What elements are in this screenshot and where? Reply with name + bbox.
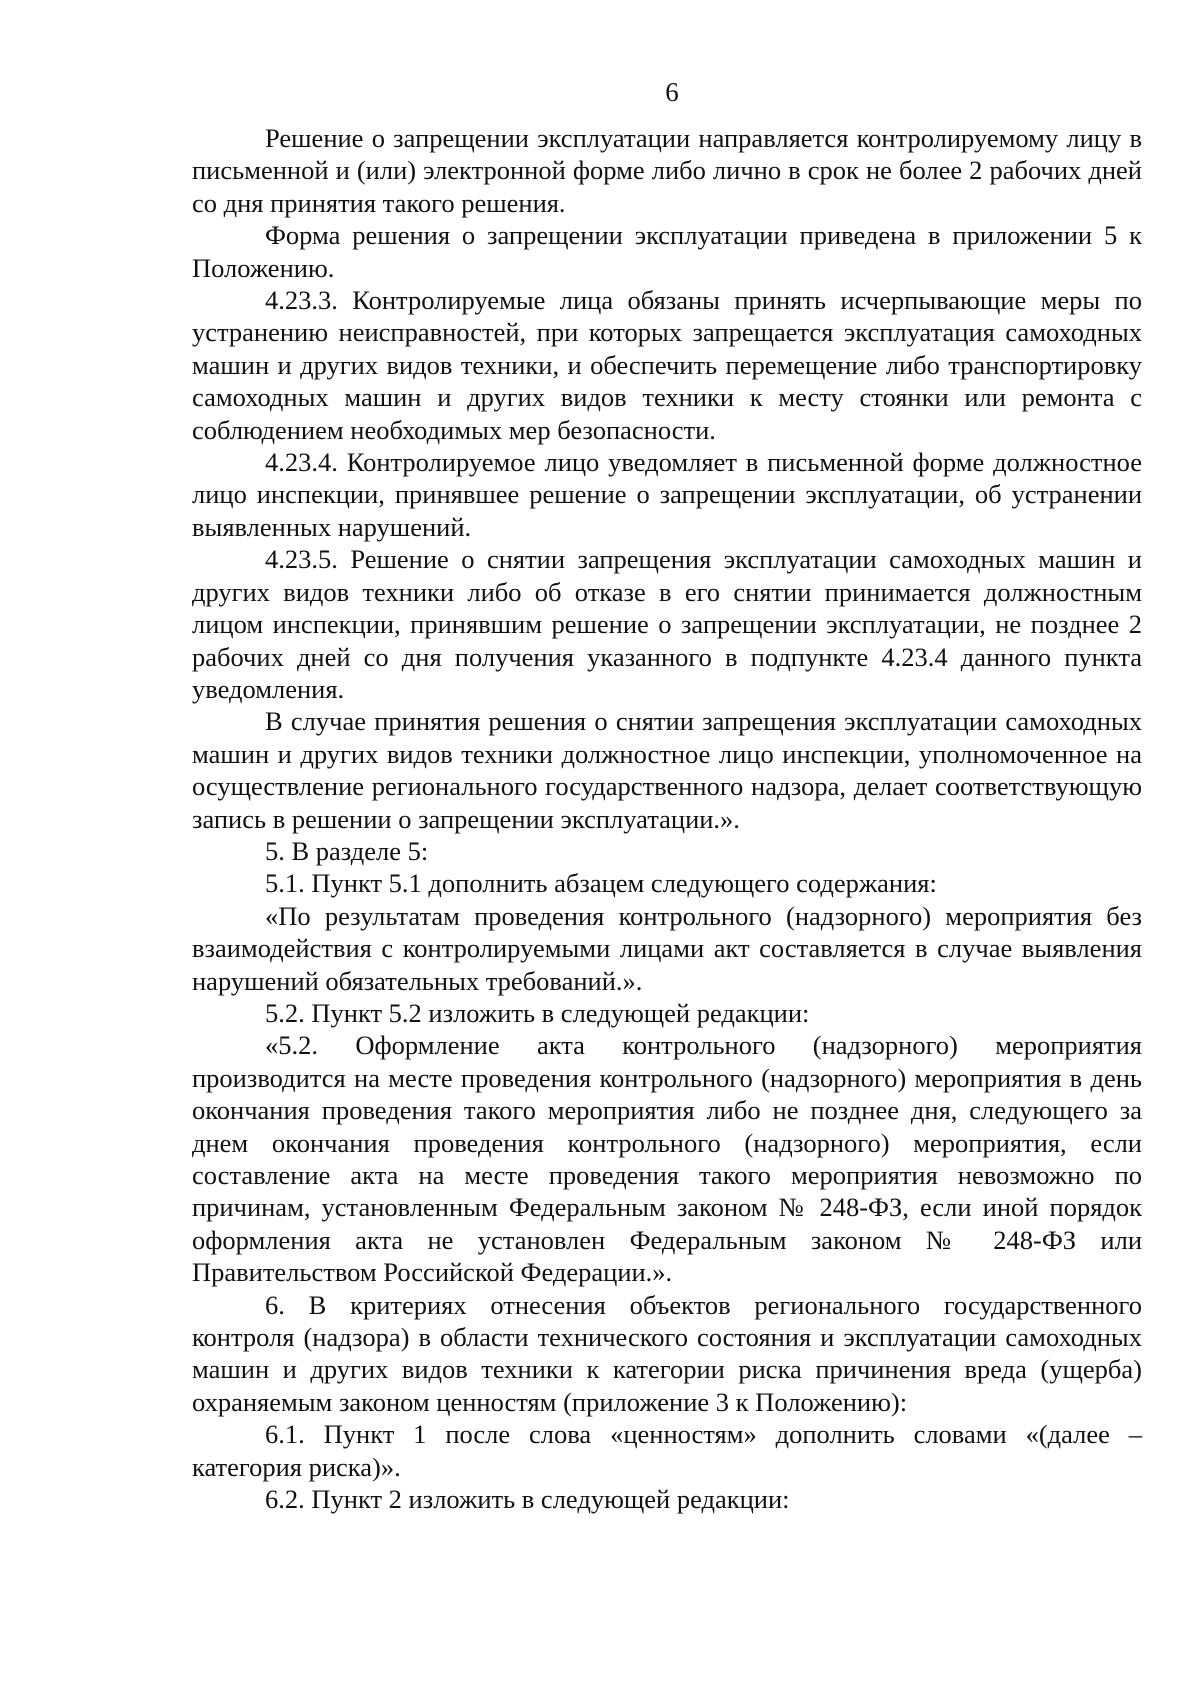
- paragraph: 5. В разделе 5:: [265, 835, 429, 866]
- paragraph: 4.23.3. Контролируемые лица обязаны принять исчерпывающие меры по устранению неисправностей, при которых запрещается эксплуатация самоходных машин и других видов техники, и обеспечить перемещение либо транспортировку самоходных машин и других видов техники к месту стоянки или ремонта с соблюдением необходимых мер безопасности.: [192, 285, 1142, 445]
- paragraph: 6.2. Пункт 2 изложить в следующей редакции:: [265, 1484, 790, 1515]
- paragraph: «По результатам проведения контрольного (надзорного) мероприятия без взаимодействия с контролируемыми лицами акт составляется в случае выявления нарушений обязательных требований.».: [192, 900, 1142, 996]
- page-number: 6: [665, 77, 679, 107]
- paragraph: Форма решения о запрещении эксплуатации приведена в приложении 5 к Положению.: [192, 220, 1142, 283]
- paragraph: 6. В критериях отнесения объектов регионального государственного контроля (надзора) в области технического состояния и эксплуатации самоходных машин и других видов техники к категории риска причинения вреда (ущерба) охраняемым законом ценностям (приложение 3 к Положению):: [192, 1289, 1142, 1417]
- paragraph: В случае принятия решения о снятии запрещения эксплуатации самоходных машин и других видов техники должностное лицо инспекции, уполномоченное на осуществление регионального государственного надзора, делает соответствующую запись в решении о запрещении эксплуатации.».: [192, 706, 1142, 834]
- paragraph: «5.2. Оформление акта контрольного (надзорного) мероприятия производится на месте проведения контрольного (надзорного) мероприятия в день окончания проведения такого мероприятия либо не позднее дня, следующего за днем окончания проведения контрольного (надзорного) мероприятия, если составление акта на месте проведения такого мероприятия невозможно по причинам, установленным Федеральным законом № 248-ФЗ, если иной порядок оформления акта не установлен Федеральным законом № 248-ФЗ или Правительством Российской Федерации.».: [192, 1030, 1142, 1288]
- document-body: [192, 122, 1142, 1515]
- paragraph: 5.1. Пункт 5.1 дополнить абзацем следующего содержания:: [265, 868, 937, 899]
- paragraph: Решение о запрещении эксплуатации направляется контролируемому лицу в письменной и (или) электронной форме либо лично в срок не более 2 рабочих дней со дня принятия такого решения.: [192, 123, 1142, 218]
- paragraph: 6.1. Пункт 1 после слова «ценностям» дополнить словами «(далее – категория риска)».: [192, 1419, 1142, 1482]
- paragraph: 4.23.5. Решение о снятии запрещения эксплуатации самоходных машин и других видов техники либо об отказе в его снятии принимается должностным лицом инспекции, принявшим решение о запрещении эксплуатации, не позднее 2 рабочих дней со дня получения указанного в подпункте 4.23.4 данного пункта уведомления.: [192, 544, 1142, 704]
- paragraph: 5.2. Пункт 5.2 изложить в следующей редакции:: [265, 997, 810, 1028]
- paragraph: 4.23.4. Контролируемое лицо уведомляет в письменной форме должностное лицо инспекции, принявшее решение о запрещении эксплуатации, об устранении выявленных нарушений.: [192, 447, 1142, 542]
